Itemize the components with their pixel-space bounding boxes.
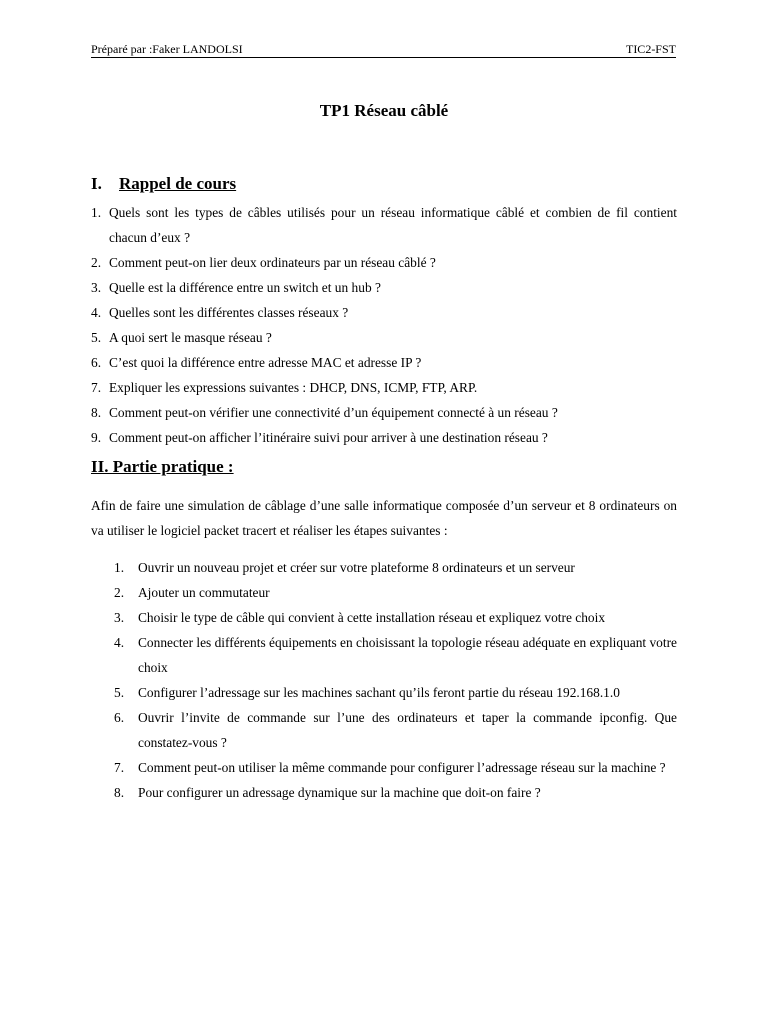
section-heading-rappel — [91, 174, 236, 194]
item-text: Ouvrir l’invite de commande sur l’une des ordinateurs et taper la commande ipconfig. Que constatez-vous ? — [138, 710, 677, 750]
list-item — [91, 680, 677, 705]
item-number: 3. — [91, 280, 102, 295]
item-text: Quelles sont les différentes classes réseaux ? — [109, 305, 349, 320]
item-text: C’est quoi la différence entre adresse MAC et adresse IP ? — [109, 355, 422, 370]
item-text: Ouvrir un nouveau projet et créer sur votre plateforme 8 ordinateurs et un serveur — [138, 560, 575, 575]
section-number: I. — [91, 174, 102, 193]
item-text: Comment peut-on afficher l’itinéraire suivi pour arriver à une destination réseau ? — [109, 430, 548, 445]
list-item — [91, 300, 677, 325]
item-text: Configurer l’adressage sur les machines sachant qu’ils feront partie du réseau 192.168.1.0 — [138, 685, 620, 700]
course-code: TIC2-FST — [625, 42, 676, 56]
section-title: Rappel de cours — [119, 174, 237, 193]
item-number: 7. — [91, 380, 102, 395]
item-number: 8. — [114, 785, 125, 800]
list-item — [91, 325, 677, 350]
list-item — [91, 755, 677, 780]
section-heading-pratique: II. Partie pratique : — [91, 457, 234, 476]
list-item — [91, 200, 677, 250]
item-number: 5. — [91, 330, 102, 345]
item-number: 2. — [91, 255, 102, 270]
item-text: Quelle est la différence entre un switch et un hub ? — [109, 280, 381, 295]
list-item — [91, 630, 677, 680]
item-text: Expliquer les expressions suivantes : DHCP, DNS, ICMP, FTP, ARP. — [109, 380, 478, 395]
intro-paragraph: Afin de faire une simulation de câblage d’une salle informatique composée d’un serveur et 8 ordinateurs on va utiliser le logiciel packet tracert et réaliser les étapes suivantes : — [91, 498, 677, 538]
question-list — [91, 200, 677, 450]
author-label: Préparé par :Faker LANDOLSI — [91, 42, 243, 56]
item-text: Quels sont les types de câbles utilisés pour un réseau informatique câblé et combien de fil contient chacun d’eux ? — [109, 205, 677, 245]
item-number: 5. — [114, 685, 125, 700]
list-item — [91, 275, 677, 300]
item-text: Comment peut-on lier deux ordinateurs par un réseau câblé ? — [109, 255, 436, 270]
list-item — [91, 250, 677, 275]
item-number: 4. — [91, 305, 102, 320]
list-item — [91, 580, 677, 605]
item-number: 4. — [114, 635, 125, 650]
item-number: 6. — [114, 710, 125, 725]
steps-list — [91, 555, 677, 805]
item-number: 7. — [114, 760, 125, 775]
document-title: TP1 Réseau câblé — [319, 101, 449, 120]
item-number: 3. — [114, 610, 125, 625]
item-text: Comment peut-on vérifier une connectivité d’un équipement connecté à un réseau ? — [109, 405, 558, 420]
list-item — [91, 400, 677, 425]
item-number: 2. — [114, 585, 125, 600]
item-text: Ajouter un commutateur — [138, 585, 270, 600]
list-item — [91, 375, 677, 400]
item-text: Connecter les différents équipements en choisissant la topologie réseau adéquate en expliquant votre choix — [138, 635, 677, 675]
list-item — [91, 350, 677, 375]
item-text: Pour configurer un adressage dynamique sur la machine que doit-on faire ? — [138, 785, 541, 800]
list-item — [91, 555, 677, 580]
item-number: 8. — [91, 405, 102, 420]
item-number: 1. — [114, 560, 125, 575]
list-item — [91, 780, 677, 805]
page-header — [91, 41, 676, 58]
list-item — [91, 705, 677, 755]
item-number: 6. — [91, 355, 102, 370]
item-number: 9. — [91, 430, 102, 445]
item-number: 1. — [91, 205, 102, 220]
item-text: Comment peut-on utiliser la même commande pour configurer l’adressage réseau sur la machine ? — [138, 760, 666, 775]
item-text: Choisir le type de câble qui convient à cette installation réseau et expliquez votre choix — [138, 610, 606, 625]
item-text: A quoi sert le masque réseau ? — [109, 330, 272, 345]
list-item — [91, 425, 677, 450]
list-item — [91, 605, 677, 630]
